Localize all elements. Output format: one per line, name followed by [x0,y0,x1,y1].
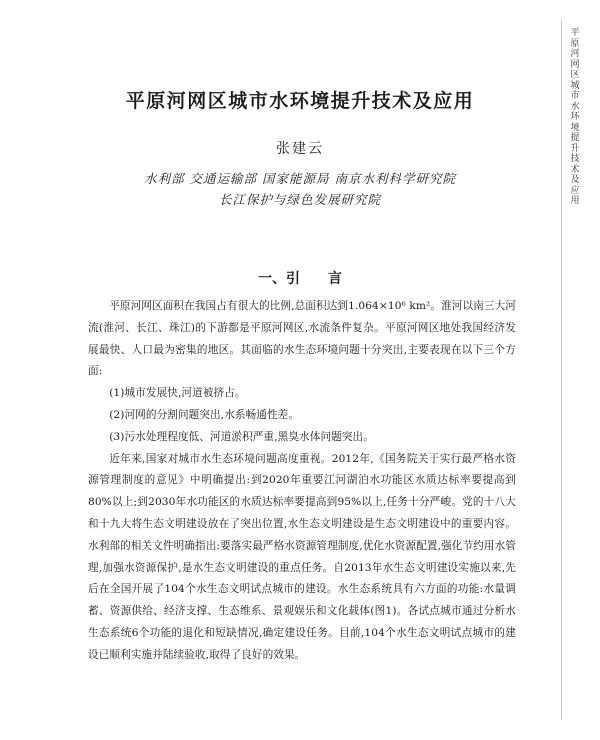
list-item-1: (1)城市发展快,河道被挤占。 [109,387,246,400]
section-heading-introduction: 一、引 言 [258,271,342,287]
affiliation-line-1: 水利部 交通运输部 国家能源局 南京水利科学研究院 [144,171,456,186]
list-item-2: (2)河网的分割问题突出,水系畅通性差。 [109,408,300,421]
affiliation-line-2: 长江保护与绿色发展研究院 [218,192,381,207]
running-header-vertical: 平 原 河 网 区 城 市 水 环 境 提 升 技 术 及 应 用 [570,28,580,206]
body-text [88,296,516,667]
paragraph-policy: 近年来,国家对城市水生态环境问题高度重视。2012年,《国务院关于实行最严格水资源管理制度的意见》中明确提出:到2020年重要江河湖泊水功能区水质达标率要提高到80%以上;到2030年水功能区的水质达标率要提高到95%以上,任务十分严峻。党的十八大和十九大将生态文明建设放在了突出位置,水生态文明建设是生态文明建设中的重要内容。水利部的相关文件明确指出:要落实最严格水资源管理制度,优化水资源配置,强化节约用水管理,加强水资源保护,是水生态文明建设的重点任务。自2013年水生态文明建设实施以来,先后在全国开展了104个水生态文明试点城市的建设。水生态系统具有六方面的功能:水量调蓄、资源供给、经济支撑、生态维系、景观娱乐和文化载体(图1)。各试点城市通过分析水生态系统6个功能的退化和短缺情况,确定建设任务。目前,104个水生态文明试点城市的建设已顺利实施并陆续验收,取得了良好的效果。 [88,452,516,661]
paper-title: 平原河网区城市水环境提升技术及应用 [125,90,475,112]
author-name: 张建云 [276,141,324,157]
margin-rule [561,20,562,720]
paragraph-intro: 平原河网区面积在我国占有很大的比例,总面积达到1.064×10⁶ km²。淮河以南三大河流(淮河、长江、珠江)的下游都是平原河网区,水流条件复杂。平原河网区地处我国经济发展最快、人口最为密集的地区。其面临的水生态环境问题十分突出,主要表现在以下三个方面: [88,300,516,378]
list-item-3: (3)污水处理程度低、河道淤积严重,黑臭水体问题突出。 [109,430,374,443]
